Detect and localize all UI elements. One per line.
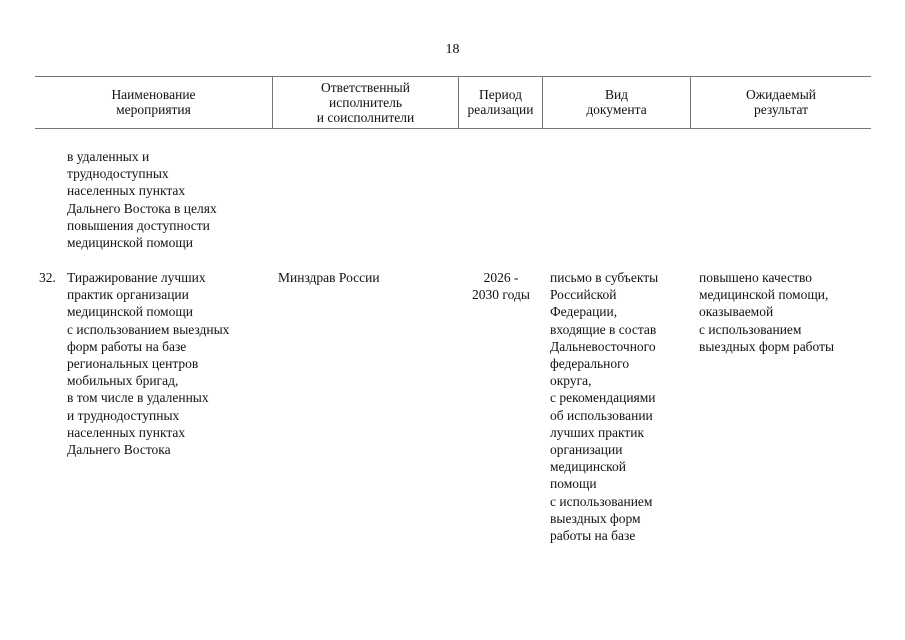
header-name: Наименование мероприятия xyxy=(111,87,196,117)
table-header-bottom-rule xyxy=(35,128,871,129)
continuation-name: в удаленных и труднодоступных населенных пунктах Дальнего Востока в целях повышения доступности медицинской помощи xyxy=(67,149,217,251)
row-executor: Минздрав России xyxy=(278,270,380,285)
header-period: Период реализации xyxy=(467,87,534,117)
row-number: 32. xyxy=(39,270,56,285)
header-result: Ожидаемый результат xyxy=(746,87,816,117)
page-number: 18 xyxy=(445,42,460,57)
row-name: Тиражирование лучших практик организации медицинской помощи с использованием выездных форм работы на базе региональных центров мобильных бригад, в том числе в удаленных и труднодоступных населенных пунктах Дальнего Востока xyxy=(67,270,230,458)
row-result: повышено качество медицинской помощи, оказываемой с использованием выездных форм работы xyxy=(699,270,835,354)
header-executor: Ответственный исполнитель и соисполнители xyxy=(316,79,415,125)
row-document: письмо в субъекты Российской Федерации, входящие в состав Дальневосточного федерального округа, с рекомендациями об использовании лучших практик организации медицинской помощи с использованием выездных форм работы на базе xyxy=(550,270,659,544)
header-document: Вид документа xyxy=(586,87,647,117)
row-period: 2026 - 2030 годы xyxy=(472,270,530,303)
